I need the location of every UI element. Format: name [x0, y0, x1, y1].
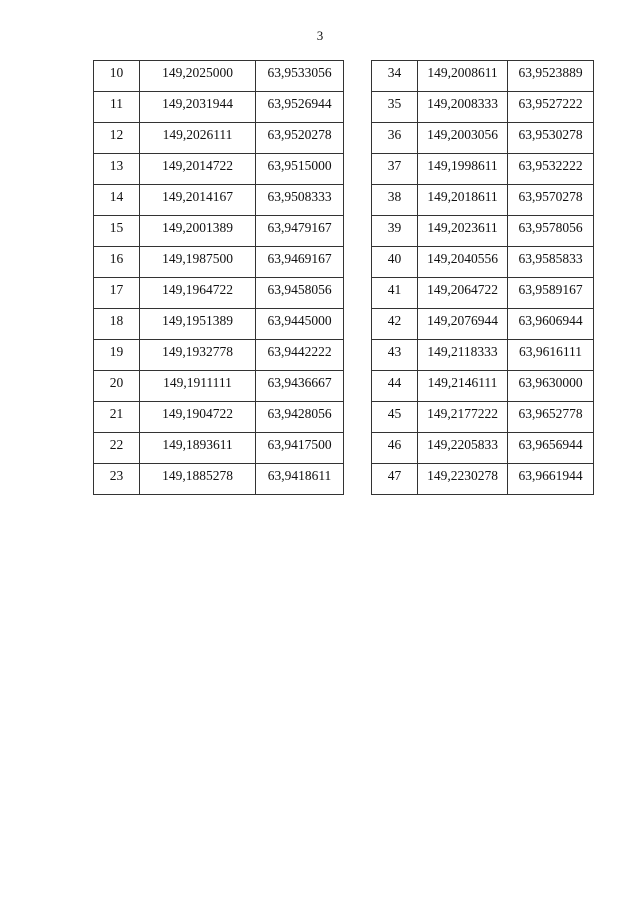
left-latitude-cell: 63,9442222: [256, 340, 344, 371]
right-point-number-cell: 46: [372, 433, 418, 464]
right-longitude-cell: 149,2118333: [418, 340, 508, 371]
right-point-number-cell: 43: [372, 340, 418, 371]
table-row: [94, 185, 594, 216]
right-point-number-cell: 39: [372, 216, 418, 247]
column-separator: [344, 61, 372, 92]
left-latitude-cell: 63,9520278: [256, 123, 344, 154]
table-row: [94, 433, 594, 464]
right-longitude-cell: 149,2040556: [418, 247, 508, 278]
left-point-number-cell: 15: [94, 216, 140, 247]
left-longitude-cell: 149,2026111: [140, 123, 256, 154]
right-longitude-cell: 149,2177222: [418, 402, 508, 433]
right-longitude-cell: 149,2008333: [418, 92, 508, 123]
right-point-number-cell: 45: [372, 402, 418, 433]
left-latitude-cell: 63,9418611: [256, 464, 344, 495]
right-longitude-cell: 149,1998611: [418, 154, 508, 185]
right-latitude-cell: 63,9585833: [508, 247, 594, 278]
right-latitude-cell: 63,9606944: [508, 309, 594, 340]
table-row: [94, 216, 594, 247]
column-separator: [344, 433, 372, 464]
left-latitude-cell: 63,9469167: [256, 247, 344, 278]
table-row: [94, 309, 594, 340]
column-separator: [344, 464, 372, 495]
left-point-number-cell: 22: [94, 433, 140, 464]
left-latitude-cell: 63,9533056: [256, 61, 344, 92]
column-separator: [344, 278, 372, 309]
table-row: [94, 61, 594, 92]
table-row: [94, 278, 594, 309]
right-latitude-cell: 63,9630000: [508, 371, 594, 402]
left-latitude-cell: 63,9515000: [256, 154, 344, 185]
right-latitude-cell: 63,9578056: [508, 216, 594, 247]
right-longitude-cell: 149,2076944: [418, 309, 508, 340]
column-separator: [344, 309, 372, 340]
right-longitude-cell: 149,2146111: [418, 371, 508, 402]
right-longitude-cell: 149,2018611: [418, 185, 508, 216]
right-latitude-cell: 63,9523889: [508, 61, 594, 92]
left-longitude-cell: 149,2001389: [140, 216, 256, 247]
left-latitude-cell: 63,9445000: [256, 309, 344, 340]
left-point-number-cell: 14: [94, 185, 140, 216]
right-point-number-cell: 34: [372, 61, 418, 92]
right-latitude-cell: 63,9589167: [508, 278, 594, 309]
right-point-number-cell: 41: [372, 278, 418, 309]
left-point-number-cell: 11: [94, 92, 140, 123]
table-row: [94, 154, 594, 185]
right-longitude-cell: 149,2023611: [418, 216, 508, 247]
left-longitude-cell: 149,2014167: [140, 185, 256, 216]
right-point-number-cell: 47: [372, 464, 418, 495]
left-longitude-cell: 149,1885278: [140, 464, 256, 495]
left-longitude-cell: 149,1964722: [140, 278, 256, 309]
right-longitude-cell: 149,2003056: [418, 123, 508, 154]
column-separator: [344, 185, 372, 216]
column-separator: [344, 154, 372, 185]
left-longitude-cell: 149,1951389: [140, 309, 256, 340]
right-point-number-cell: 42: [372, 309, 418, 340]
left-point-number-cell: 12: [94, 123, 140, 154]
coordinates-table-body: [94, 61, 594, 495]
left-latitude-cell: 63,9526944: [256, 92, 344, 123]
left-longitude-cell: 149,2025000: [140, 61, 256, 92]
left-longitude-cell: 149,1893611: [140, 433, 256, 464]
right-longitude-cell: 149,2205833: [418, 433, 508, 464]
right-point-number-cell: 37: [372, 154, 418, 185]
left-longitude-cell: 149,1987500: [140, 247, 256, 278]
left-longitude-cell: 149,2014722: [140, 154, 256, 185]
left-point-number-cell: 19: [94, 340, 140, 371]
left-longitude-cell: 149,1904722: [140, 402, 256, 433]
table-row: [94, 371, 594, 402]
right-point-number-cell: 36: [372, 123, 418, 154]
column-separator: [344, 247, 372, 278]
left-point-number-cell: 13: [94, 154, 140, 185]
left-point-number-cell: 23: [94, 464, 140, 495]
column-separator: [344, 402, 372, 433]
right-point-number-cell: 38: [372, 185, 418, 216]
right-latitude-cell: 63,9661944: [508, 464, 594, 495]
left-latitude-cell: 63,9428056: [256, 402, 344, 433]
right-latitude-cell: 63,9616111: [508, 340, 594, 371]
column-separator: [344, 92, 372, 123]
right-latitude-cell: 63,9570278: [508, 185, 594, 216]
page-number: 3: [316, 28, 324, 43]
left-point-number-cell: 17: [94, 278, 140, 309]
table-row: [94, 402, 594, 433]
left-point-number-cell: 20: [94, 371, 140, 402]
right-point-number-cell: 40: [372, 247, 418, 278]
table-row: [94, 92, 594, 123]
table-row: [94, 123, 594, 154]
column-separator: [344, 340, 372, 371]
left-point-number-cell: 16: [94, 247, 140, 278]
left-longitude-cell: 149,1911111: [140, 371, 256, 402]
right-longitude-cell: 149,2008611: [418, 61, 508, 92]
right-longitude-cell: 149,2064722: [418, 278, 508, 309]
right-latitude-cell: 63,9652778: [508, 402, 594, 433]
right-latitude-cell: 63,9530278: [508, 123, 594, 154]
left-latitude-cell: 63,9458056: [256, 278, 344, 309]
left-latitude-cell: 63,9417500: [256, 433, 344, 464]
left-latitude-cell: 63,9479167: [256, 216, 344, 247]
left-point-number-cell: 21: [94, 402, 140, 433]
left-latitude-cell: 63,9508333: [256, 185, 344, 216]
right-point-number-cell: 35: [372, 92, 418, 123]
table-row: [94, 340, 594, 371]
left-longitude-cell: 149,2031944: [140, 92, 256, 123]
left-point-number-cell: 18: [94, 309, 140, 340]
column-separator: [344, 371, 372, 402]
table-row: [94, 247, 594, 278]
column-separator: [344, 123, 372, 154]
right-point-number-cell: 44: [372, 371, 418, 402]
table-row: [94, 464, 594, 495]
right-longitude-cell: 149,2230278: [418, 464, 508, 495]
right-latitude-cell: 63,9527222: [508, 92, 594, 123]
right-latitude-cell: 63,9532222: [508, 154, 594, 185]
left-latitude-cell: 63,9436667: [256, 371, 344, 402]
left-longitude-cell: 149,1932778: [140, 340, 256, 371]
coordinates-table: [93, 60, 594, 495]
right-latitude-cell: 63,9656944: [508, 433, 594, 464]
left-point-number-cell: 10: [94, 61, 140, 92]
column-separator: [344, 216, 372, 247]
